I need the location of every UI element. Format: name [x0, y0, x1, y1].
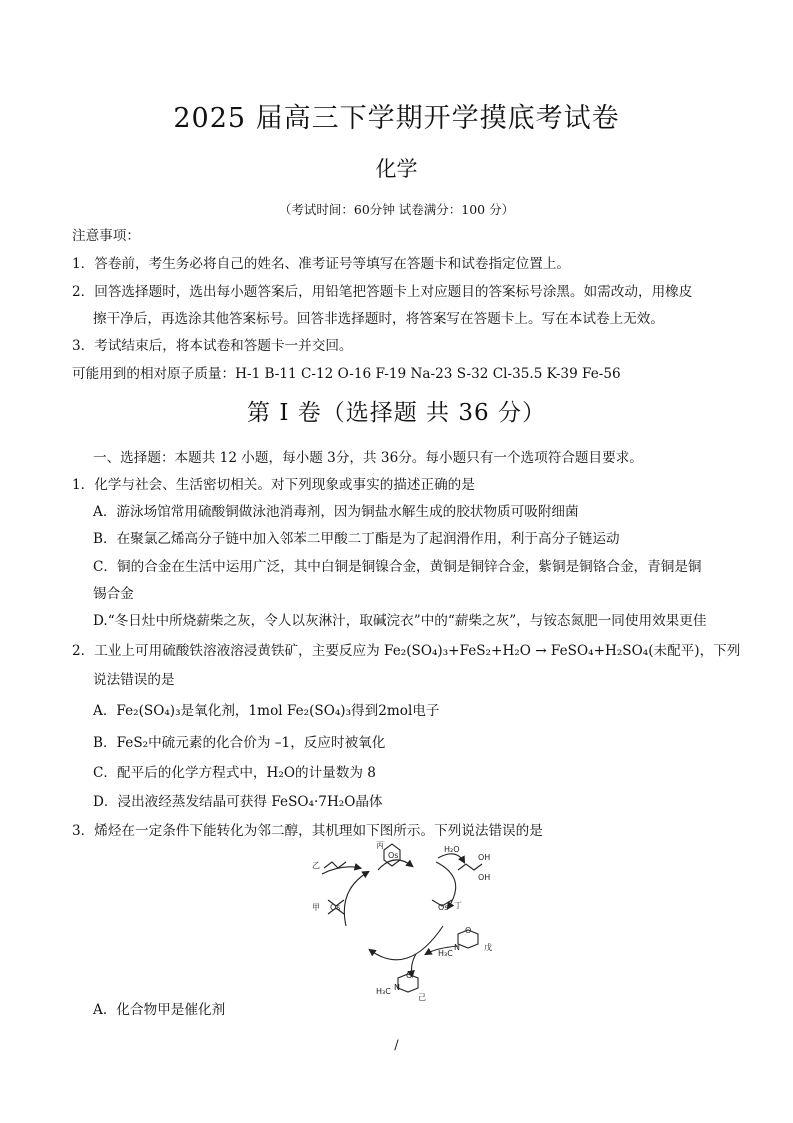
label-yi: 乙 [312, 861, 320, 870]
option-a: A．化合物甲是催化剂 [93, 1002, 226, 1018]
option-b: B．在聚氯乙烯高分子链中加入邻苯二甲酸二丁酯是为了起润滑作用，利于高分子链运动 [93, 531, 620, 547]
notice-item: 3．考试结束后，将本试卷和答题卡一并交回。 [72, 338, 353, 354]
side-arrow [322, 867, 360, 874]
option-c-continued: 锡合金 [93, 586, 134, 602]
label-o: O [406, 971, 413, 980]
label-bing: 丙 [376, 841, 384, 850]
atomic-masses: 可能用到的相对原子质量：H-1 B-11 C-12 O-16 F-19 Na-23 S-32 Cl-35.5 K-39 Fe-56 [72, 366, 621, 382]
label-n: N [454, 943, 460, 952]
question-stem: 1．化学与社会、生活密切相关。对下列现象或事实的描述正确的是 [72, 477, 475, 493]
label-ding: 丁 [454, 901, 462, 910]
page-number: / [394, 1038, 399, 1053]
reaction-equation: Fe₂(SO₄)₃+FeS₂+H₂O → FeSO₄+H₂SO₄ [384, 643, 649, 659]
label-oh: OH [478, 853, 491, 862]
label-os: Os [438, 903, 449, 912]
section-title: 第 I 卷（选择题 共 36 分） [247, 400, 546, 426]
option-d: D.“冬日灶中所烧薪柴之灰，令人以灰淋汁，取碱浣衣”中的“薪柴之灰”，与铵态氮肥一同使用效果更佳 [93, 613, 707, 629]
option-c: C．配平后的化学方程式中，H₂O的计量数为 8 [93, 765, 376, 781]
notice-heading: 注意事项： [72, 228, 140, 244]
label-o: O [465, 926, 472, 935]
diol-structure [458, 864, 482, 870]
option-c: C．铜的合金在生活中运用广泛，其中白铜是铜镍合金，黄铜是铜锌合金，紫铜是铜铬合金，青铜是铜 [93, 559, 702, 575]
label-ch3: H₃C [438, 949, 453, 958]
label-wu: 戊 [484, 943, 492, 952]
section-instruction: 一、选择题：本题共 12 小题，每小题 3分，共 36分。每小题只有一个选项符合题目要求。 [93, 450, 643, 466]
option-a: A．Fe₂(SO₄)₃是氧化剂，1mol Fe₂(SO₄)₃得到2mol电子 [93, 703, 440, 719]
exam-title: 2025 届高三下学期开学摸底考试卷 [173, 103, 620, 134]
cycle-arrow [436, 862, 456, 908]
cycle-arrow [378, 860, 412, 870]
label-ji: 己 [418, 993, 426, 1002]
label-oh: OH [478, 873, 491, 882]
label-os: Os [330, 903, 341, 912]
question-stem [72, 641, 740, 661]
subject-title: 化学 [375, 157, 418, 181]
notice-item: 1．答卷前，考生务必将自己的姓名、准考证号等填写在答题卡和试卷指定位置上。 [72, 256, 571, 272]
option-a: A．游泳场馆常用硫酸铜做泳池消毒剂，因为铜盐水解生成的胶状物质可吸附细菌 [93, 504, 579, 520]
mechanism-diagram [308, 838, 498, 1004]
stem-prefix: 2．工业上可用硫酸铁溶液溶浸黄铁矿，主要反应为 [72, 643, 385, 659]
option-d: D．浸出液经蒸发结晶可获得 FeSO₄·7H₂O晶体 [93, 794, 383, 810]
label-jia: 甲 [312, 903, 320, 912]
exam-meta: （考试时间：60分钟 试卷满分：100 分） [278, 202, 515, 217]
cycle-arrow [344, 872, 368, 926]
question-stem: 3．烯烃在一定条件下能转化为邻二醇，其机理如下图所示。下列说法错误的是 [72, 823, 543, 839]
cycle-arrow [370, 926, 443, 960]
label-ch3: H₃C [376, 987, 391, 996]
stem-suffix: (未配平)，下列 [648, 643, 741, 659]
label-h2o: H₂O [444, 845, 460, 854]
question-stem-continued: 说法错误的是 [93, 672, 175, 688]
side-arrow [438, 854, 464, 862]
notice-item: 2．回答选择题时，选出每小题答案后，用铅笔把答题卡上对应题目的答案标号涂黑。如需改动，用橡皮 [72, 284, 693, 300]
option-b: B．FeS₂中硫元素的化合价为 –1，反应时被氧化 [93, 735, 386, 751]
notice-item: 擦干净后，再选涂其他答案标号。回答非选择题时，将答案写在答题卡上。写在本试卷上无效。 [93, 311, 664, 327]
label-os: Os [388, 851, 399, 860]
label-n: N [394, 983, 400, 992]
